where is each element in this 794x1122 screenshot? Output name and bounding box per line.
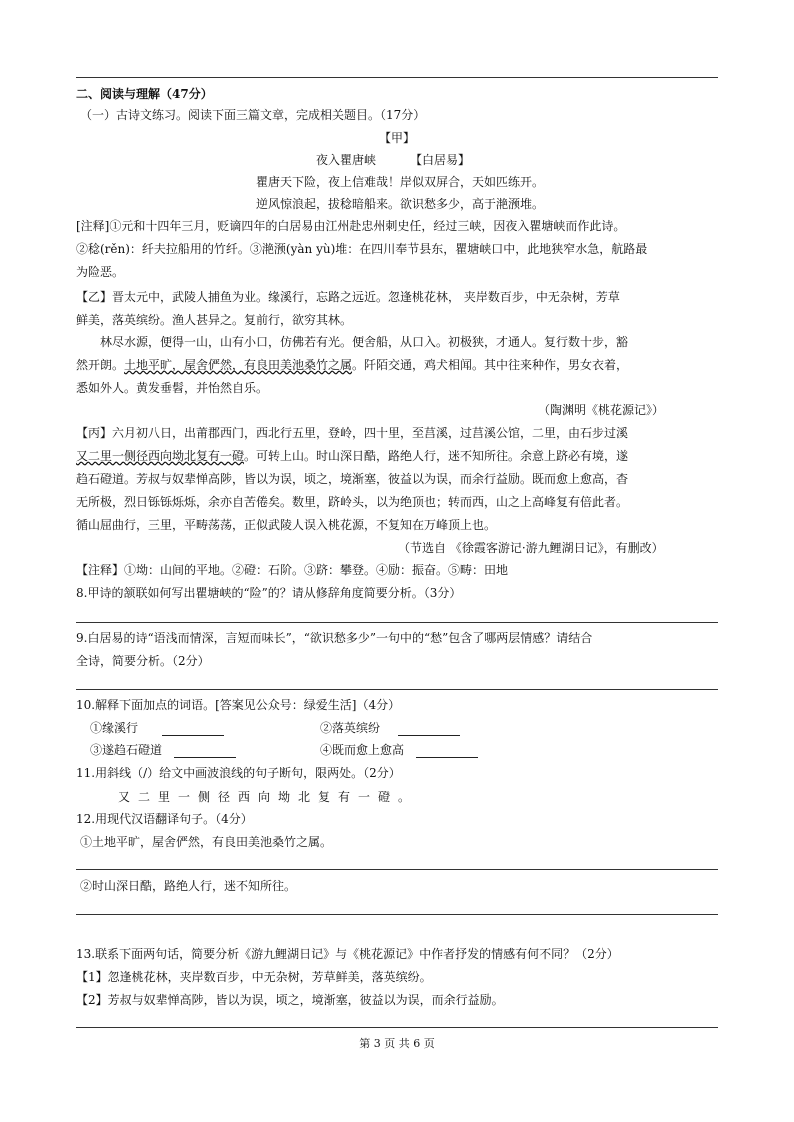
- question-10: 10.解释下面加点的词语。[答案见公众号：绿爱生活]（4分）: [76, 698, 401, 712]
- yi-text: 然开朗。: [76, 358, 125, 372]
- yi-paragraph-line: 鲜美，落英缤纷。渔人甚异之。复前行，欲穷其林。: [76, 313, 353, 327]
- question-8: 8.甲诗的颔联如何写出瞿塘峡的“险”的？请从修辞角度简要分析。（3分）: [76, 586, 462, 600]
- answer-blank[interactable]: [398, 722, 460, 736]
- jia-note: ②稔(rěn)：纤夫拉船用的竹纤。③滟滪(yàn yù)堆：在四川奉节县东，瞿塘峡口中，此地狭窄水急，航路最: [76, 242, 648, 256]
- bing-paragraph-line: 趋石磴道。芳叔与奴辈惮高陟，皆以为误，顷之，境渐塞，彼益以为误，而余行益励。既而愈上愈高，杳: [76, 472, 629, 486]
- jia-note: 为险恶。: [76, 265, 125, 279]
- q10-item-1: ①缘溪行: [90, 720, 224, 736]
- part1-intro: （一）古诗文练习。阅读下面三篇文章，完成相关题目。（17分）: [80, 108, 426, 122]
- jia-poem-line: 瞿唐天下险，夜上信难哉！岸似双屏合，天如匹练开。: [256, 175, 545, 189]
- bing-paragraph-line: 无所极，烈日铄铄烁烁，余亦自苦倦矣。数里，跻岭头，以为绝顶也；转而西，山之上高峰复有倍此者。: [76, 495, 629, 509]
- question-9-cont: 全诗，简要分析。（2分）: [76, 654, 210, 668]
- q13-quote-2: 【2】芳叔与奴辈惮高陟，皆以为误，顷之，境渐塞，彼益以为误，而余行益励。: [76, 993, 504, 1007]
- yi-text: 。阡陌交通，鸡犬相闻。其中往来种作，男女衣着，: [352, 358, 629, 372]
- yi-source: （陶渊明《桃花源记》）: [538, 403, 665, 417]
- answer-blank[interactable]: [416, 744, 478, 758]
- jia-poem-line: 逆风惊浪起，拔稔暗船来。欲识愁多少，高于滟滪堆。: [256, 197, 545, 211]
- bing-paragraph-line: 【丙】六月初八日，出莆郡西门，西北行五里，登岭，四十里，至莒溪，过莒溪公馆，二里，由石步过溪: [76, 426, 629, 440]
- question-12: 12.用现代汉语翻译句子。（4分）: [76, 812, 253, 826]
- jia-label: 【甲】: [378, 131, 415, 145]
- q11-sentence: 又二里一侧径西向坳北复有一磴。: [118, 790, 419, 804]
- question-13: 13.联系下面两句话，简要分析《游九鲤湖日记》与《桃花源记》中作者抒发的情感有何不同？（2分）: [76, 947, 619, 961]
- jia-note: [注释]①元和十四年三月，贬谪四年的白居易由江州赴忠州刺史任，经过三峡，因夜入瞿塘峡而作此诗。: [76, 219, 626, 233]
- answer-blank[interactable]: [174, 744, 236, 758]
- answer-line: [76, 689, 718, 690]
- q10-item-3: ③遂趋石磴道: [90, 742, 236, 758]
- answer-line: [76, 622, 718, 623]
- top-rule: [76, 77, 718, 78]
- yi-paragraph-line: 悉如外人。黄发垂髫，并怡然自乐。: [76, 381, 269, 395]
- answer-line: [76, 914, 718, 915]
- bing-text: 。可转上山。时山深日酷，路绝人行，迷不知所往。余意上跻必有境，遂: [244, 449, 629, 463]
- q12-sentence-1: ①土地平旷，屋舍俨然，有良田美池桑竹之属。: [80, 835, 333, 849]
- yi-paragraph-line: [76, 357, 628, 373]
- jia-title: 夜入瞿唐峡: [316, 153, 377, 167]
- question-11: 11.用斜线（/）给文中画波浪线的句子断句，限两处。（2分）: [76, 766, 401, 780]
- q10-item-2: ②落英缤纷: [320, 720, 460, 736]
- q13-quote-1: 【1】忽逢桃花林，夹岸数百步，中无杂树，芳草鲜美，落英缤纷。: [76, 970, 432, 984]
- jia-author: 【白居易】: [410, 153, 471, 167]
- q12-sentence-2: ②时山深日酷，路绝人行，迷不知所往。: [80, 879, 297, 893]
- bing-source: （节选自 《徐霞客游记·游九鲤湖日记》，有删改）: [398, 541, 664, 555]
- bing-note: 【注释】①坳：山间的平地。②磴：石阶。③跻：攀登。④励：振奋。⑤畴：田地: [76, 563, 509, 577]
- q10-item-4: ④既而愈上愈高: [320, 742, 478, 758]
- section-title: 二、阅读与理解（47分）: [76, 87, 213, 101]
- footer-rule: [76, 1027, 718, 1028]
- bing-paragraph-line: 循山屈曲行，三里，平畴荡荡，正似武陵人误入桃花源，不复知在万峰顶上也。: [76, 518, 497, 532]
- yi-underlined-sentence: 土地平旷，屋舍俨然，有良田美池桑竹之属: [124, 358, 353, 372]
- question-9: 9.白居易的诗“语浅而情深，言短而味长”，“欲识愁多少”一句中的“愁”包含了哪两层情感？请结合: [76, 631, 593, 645]
- yi-paragraph-line: 林尽水源，便得一山，山有小口，仿佛若有光。便舍船，从口入。初极狭，才通人。复行数十步，豁: [100, 335, 629, 349]
- bing-paragraph-line: [76, 448, 628, 464]
- bing-wavy-sentence: 又二里一侧径西向坳北复有一磴: [76, 449, 245, 463]
- answer-blank[interactable]: [162, 722, 224, 736]
- yi-paragraph-line: 【乙】晋太元中，武陵人捕鱼为业。缘溪行，忘路之远近。忽逢桃花林， 夹岸数百步，中无杂树，芳草: [76, 290, 620, 304]
- answer-line: [76, 869, 718, 870]
- page-number: 第 3 页 共 6 页: [359, 1037, 435, 1050]
